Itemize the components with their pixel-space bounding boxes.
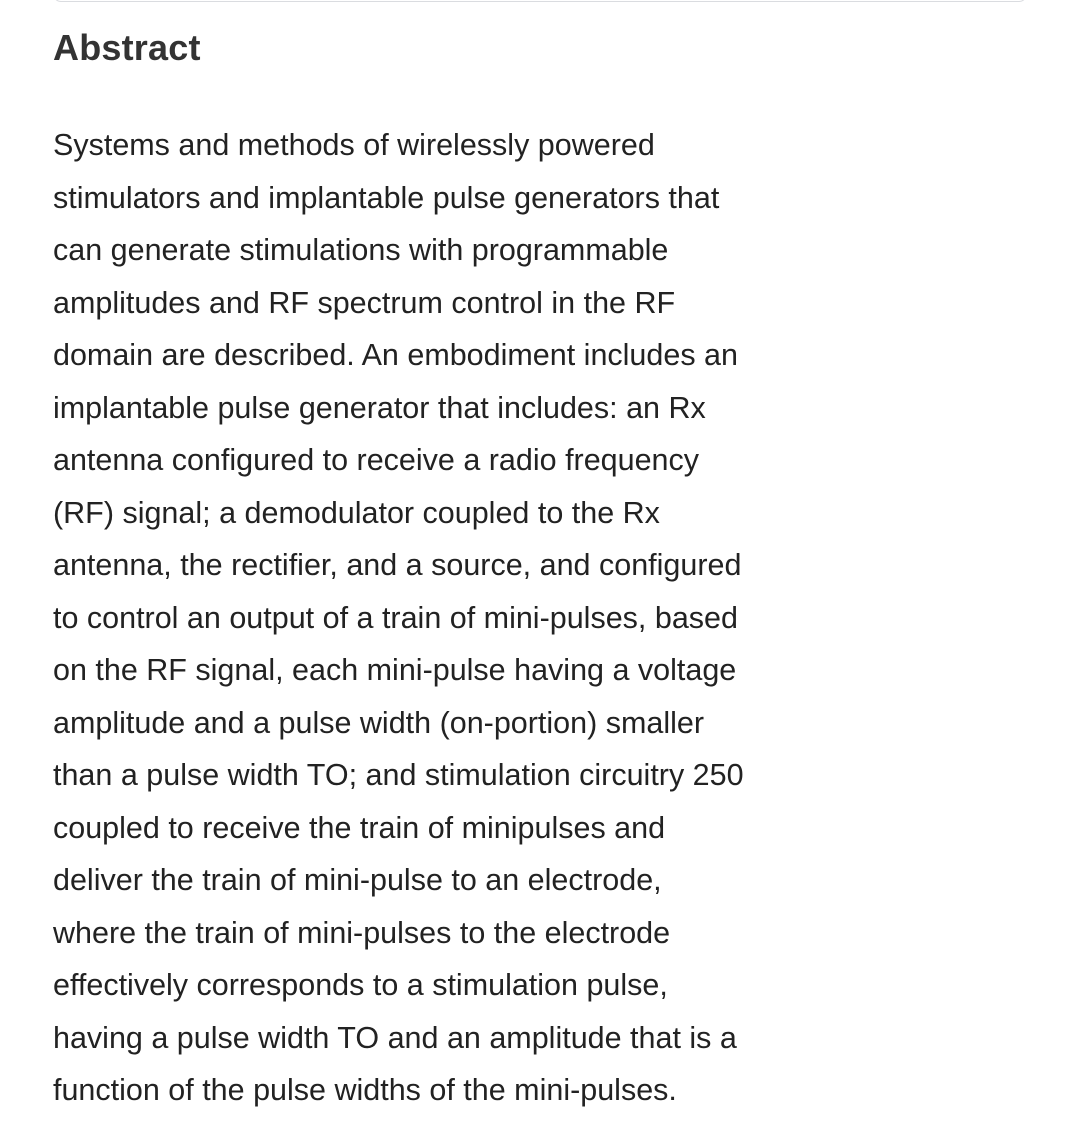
abstract-line: stimulators and implantable pulse generators that <box>53 180 720 215</box>
abstract-text <box>53 119 833 1117</box>
abstract-heading: Abstract <box>53 27 201 68</box>
abstract-line: antenna configured to receive a radio frequency <box>53 443 700 477</box>
abstract-line: where the train of mini-pulses to the electrode <box>53 915 671 950</box>
abstract-line: than a pulse width TO; and stimulation circuitry 250 <box>53 758 744 792</box>
abstract-line: can generate stimulations with programmable <box>53 233 669 267</box>
abstract-line: antenna, the rectifier, and a source, and configured <box>53 548 742 582</box>
abstract-line: function of the pulse widths of the mini-pulses. <box>53 1073 677 1107</box>
abstract-line: on the RF signal, each mini-pulse having a voltage <box>53 653 737 687</box>
abstract-line: deliver the train of mini-pulse to an electrode, <box>53 863 662 897</box>
abstract-line: coupled to receive the train of minipulses and <box>53 810 666 845</box>
abstract-line: amplitude and a pulse width (on-portion) smaller <box>53 705 704 740</box>
abstract-line: Systems and methods of wirelessly powered <box>53 128 655 162</box>
previous-card-edge <box>53 0 1027 2</box>
abstract-line: to control an output of a train of mini-pulses, based <box>53 600 738 635</box>
abstract-line: effectively corresponds to a stimulation pulse, <box>53 968 668 1002</box>
abstract-line: (RF) signal; a demodulator coupled to the Rx <box>53 495 660 530</box>
abstract-line: having a pulse width TO and an amplitude that is a <box>53 1020 737 1055</box>
abstract-line: amplitudes and RF spectrum control in the RF <box>53 285 676 320</box>
abstract-line: implantable pulse generator that includes: an Rx <box>53 390 706 425</box>
abstract-line: domain are described. An embodiment includes an <box>53 338 738 372</box>
